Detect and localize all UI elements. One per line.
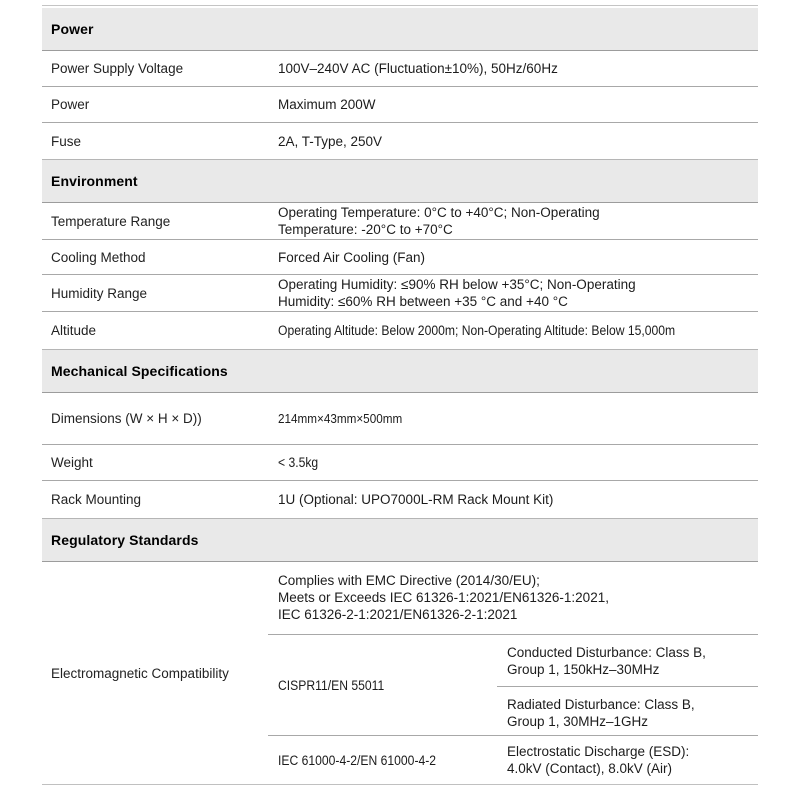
spec-value-line: IEC 61326-2-1:2021/EN61326-2-1:2021 — [278, 607, 518, 622]
spec-label: Humidity Range — [51, 285, 148, 301]
section-mechanical — [42, 349, 758, 518]
spec-row-temperature-range — [42, 203, 758, 240]
spec-row-power-supply-voltage — [42, 51, 758, 87]
section-header-power — [42, 8, 758, 51]
section-title: Environment — [51, 172, 138, 189]
spec-value-line: Temperature: -20°C to +70°C — [278, 222, 453, 237]
spec-label: Electromagnetic Compatibility — [51, 665, 229, 681]
section-environment — [42, 159, 758, 349]
emc-cispr-results — [497, 635, 758, 735]
spec-value-text: 214mm×43mm×500mm — [278, 411, 403, 426]
spec-value-line: Humidity: ≤60% RH between +35 °C and +40 °C — [278, 294, 568, 309]
spec-value: 2A, T-Type, 250V — [278, 133, 383, 149]
spec-value-line: Electrostatic Discharge (ESD): — [507, 744, 690, 759]
section-regulatory — [42, 518, 758, 784]
spec-label: Cooling Method — [51, 249, 146, 265]
spec-label: Temperature Range — [51, 213, 171, 229]
emc-esd-row — [268, 736, 758, 784]
spec-row-power — [42, 87, 758, 123]
spec-value: 100V–240V AC (Fluctuation±10%), 50Hz/60Hz — [278, 61, 558, 76]
emc-standard-esd — [268, 736, 497, 784]
spec-row-dimensions — [42, 393, 758, 445]
spec-value-text: < 3.5kg — [278, 455, 319, 470]
spec-label: Altitude — [51, 323, 97, 338]
section-title: Mechanical Specifications — [51, 362, 228, 379]
section-power — [42, 8, 758, 159]
section-title: Regulatory Standards — [51, 531, 199, 548]
spec-value-line: Conducted Disturbance: Class B, — [507, 645, 706, 660]
emc-esd-results — [497, 736, 758, 784]
emc-conducted-cell — [497, 635, 758, 687]
spec-value-line: Meets or Exceeds IEC 61326-1:2021/EN61326-1:2021, — [278, 590, 609, 605]
spec-label: Power Supply Voltage — [51, 61, 184, 76]
spec-row-weight — [42, 445, 758, 481]
spec-value — [268, 322, 719, 339]
emc-block — [42, 562, 758, 784]
spec-value: Forced Air Cooling (Fan) — [278, 249, 426, 265]
spec-value-line: 4.0kV (Contact), 8.0kV (Air) — [507, 761, 673, 776]
spec-value — [268, 204, 600, 238]
section-title: Power — [51, 20, 94, 37]
spec-label: Fuse — [51, 133, 82, 149]
spec-value — [268, 410, 416, 427]
spec-value-line: Complies with EMC Directive (2014/30/EU); — [278, 573, 540, 588]
section-header-environment — [42, 159, 758, 203]
emc-right-area — [268, 562, 758, 784]
spec-value-line: Radiated Disturbance: Class B, — [507, 697, 695, 712]
spec-value-text: Operating Altitude: Below 2000m; Non-Operating Altitude: Below 15,000m — [278, 323, 676, 338]
spec-label: Rack Mounting — [51, 492, 142, 507]
spec-value — [268, 276, 636, 310]
spec-value-line: Operating Humidity: ≤90% RH below +35°C; Non-Operating — [278, 277, 636, 292]
spec-row-cooling-method — [42, 240, 758, 275]
spec-value — [268, 454, 323, 471]
spec-row-humidity-range — [42, 275, 758, 312]
emc-cispr-row — [268, 635, 758, 736]
spec-label: Dimensions (W × H × D)) — [51, 411, 202, 426]
spec-value-line: Group 1, 30MHz–1GHz — [507, 714, 649, 729]
emc-general-cell — [268, 562, 758, 635]
specifications-table — [42, 5, 758, 785]
spec-label: Power — [51, 97, 90, 112]
spec-value-text: CISPR11/EN 55011 — [278, 677, 385, 693]
spec-value-line: Operating Temperature: 0°C to +40°C; Non-Operating — [278, 205, 600, 220]
spec-row-fuse — [42, 123, 758, 159]
spec-row-rack-mounting — [42, 481, 758, 518]
emc-standard-cispr — [268, 635, 497, 735]
spec-value: 1U (Optional: UPO7000L-RM Rack Mount Kit) — [278, 492, 554, 507]
section-header-mechanical — [42, 349, 758, 393]
emc-esd-cell — [497, 736, 758, 784]
spec-value-line: Group 1, 150kHz–30MHz — [507, 662, 660, 677]
section-header-regulatory — [42, 518, 758, 562]
spec-row-altitude — [42, 312, 758, 349]
spec-value-text: IEC 61000-4-2/EN 61000-4-2 — [278, 752, 437, 768]
spec-label: Weight — [51, 455, 93, 470]
spec-value: Maximum 200W — [278, 97, 376, 112]
emc-radiated-cell — [497, 687, 758, 735]
